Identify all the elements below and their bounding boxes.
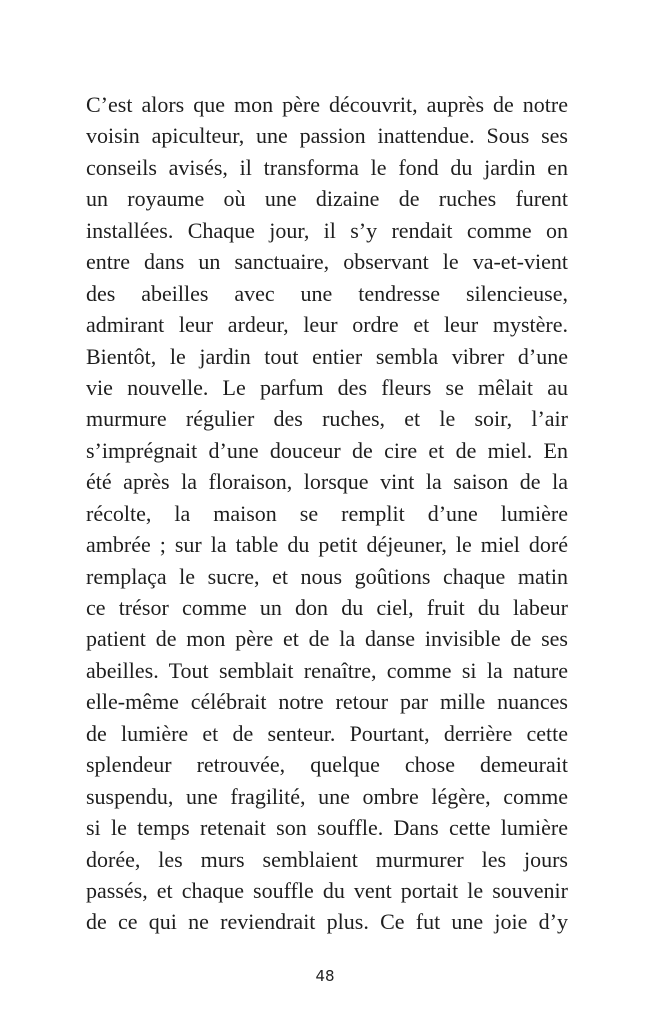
text-line: admirant leur ardeur, leur ordre et leur mystère. [86, 312, 568, 338]
text-line: ambrée ; sur la table du petit déjeuner, le miel doré [86, 532, 568, 558]
text-line: de ce qui ne reviendrait plus. Ce fut une joie d’y [86, 909, 568, 935]
text-line: elle-même célébrait notre retour par mille nuances [86, 689, 568, 715]
body-text [86, 89, 568, 938]
text-line: C’est alors que mon père découvrit, auprès de notre [86, 92, 568, 117]
text-line: s’imprégnait d’une douceur de cire et de miel. En [86, 437, 568, 463]
text-line: murmure régulier des ruches, et le soir, l’air [86, 406, 568, 432]
text-line: des abeilles avec une tendresse silencieuse, [86, 280, 568, 306]
text-line: patient de mon père et de la danse invisible de ses [86, 626, 568, 652]
text-line: passés, et chaque souffle du vent portait le souvenir [86, 877, 568, 903]
text-line: un royaume où une dizaine de ruches furent [86, 186, 568, 212]
text-line: abeilles. Tout semblait renaître, comme si la nature [86, 657, 568, 683]
text-line: ce trésor comme un don du ciel, fruit du labeur [86, 595, 568, 620]
text-line: voisin apiculteur, une passion inattendue. Sous ses [86, 123, 568, 149]
text-line: installées. Chaque jour, il s’y rendait comme on [86, 217, 568, 243]
text-line: dorée, les murs semblaient murmurer les jours [86, 846, 568, 872]
text-line: conseils avisés, il transforma le fond du jardin en [86, 154, 568, 180]
text-line: récolte, la maison se remplit d’une lumière [86, 500, 568, 526]
text-line: de lumière et de senteur. Pourtant, derrière cette [86, 720, 568, 746]
text-line: vie nouvelle. Le parfum des fleurs se mêlait au [86, 374, 568, 400]
text-line: suspendu, une fragilité, une ombre légère, comme [86, 783, 568, 809]
text-line: été après la floraison, lorsque vint la saison de la [86, 469, 568, 495]
page-number: 48 [315, 967, 335, 985]
text-line: si le temps retenait son souffle. Dans cette lumière [86, 815, 568, 841]
text-line: Bientôt, le jardin tout entier sembla vibrer d’une [86, 343, 568, 369]
text-line: remplaça le sucre, et nous goûtions chaque matin [86, 563, 568, 589]
text-line: entre dans un sanctuaire, observant le va-et-vient [86, 249, 568, 275]
text-line: splendeur retrouvée, quelque chose demeurait [86, 752, 568, 778]
